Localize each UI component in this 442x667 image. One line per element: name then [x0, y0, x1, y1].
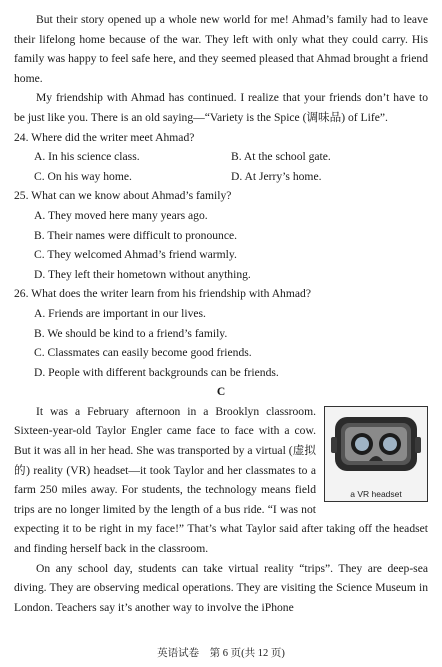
option: C. Classmates can easily become good friends. [34, 346, 252, 360]
passage-paragraph: But their story opened up a whole new world for me! Ahmad’s family had to leave their lifelong home because of the war. They left with only what they could carry. His family was happy to feel safe here, and they seemed pleased that Ahmad brought a friend home. [14, 13, 429, 85]
vr-headset-figure [324, 406, 428, 502]
option: A. They moved here many years ago. [34, 208, 208, 222]
question-26 [14, 284, 428, 382]
question-24 [14, 128, 428, 187]
option: C. On his way home. [34, 169, 132, 183]
option: A. In his science class. [34, 150, 140, 164]
option: D. At Jerry’s home. [231, 169, 322, 183]
option-row [14, 147, 428, 167]
figure-caption: a VR headset [350, 488, 402, 499]
question-stem: 26. What does the writer learn from his friendship with Ahmad? [14, 287, 311, 301]
option-row [14, 167, 428, 187]
option: B. We should be kind to a friend’s family. [34, 326, 228, 340]
question-stem: 24. Where did the writer meet Ahmad? [14, 130, 195, 144]
passage-paragraph: My friendship with Ahmad has continued. I realize that your friends don’t have to be just like you. There is an old saying—“Variety is the Spice (调味品) of Life”. [14, 91, 428, 124]
passage-c [14, 402, 428, 618]
question-stem: 25. What can we know about Ahmad’s family? [14, 189, 232, 203]
option: A. Friends are important in our lives. [34, 306, 206, 320]
option: B. At the school gate. [231, 150, 331, 164]
question-25 [14, 186, 428, 284]
page-footer: 英语试卷 第 6 页(共 12 页) [157, 648, 285, 659]
passage-paragraph: On any school day, students can take virtual reality “trips”. They are deep-sea diving. They are observing medical operations. They are visiting the Science Museum in London. Teachers say it’s another way to involve the iPhone [14, 561, 428, 614]
option: D. They left their hometown without anything. [34, 267, 251, 281]
option: C. They welcomed Ahmad’s friend warmly. [34, 248, 237, 262]
vr-headset-icon [331, 411, 421, 481]
option: B. Their names were difficult to pronounce. [34, 228, 238, 242]
passage-paragraph: It was a February afternoon in a Brooklyn classroom. Sixteen-year-old Taylor Engler came face to face with a cow. But it was all in her head. She was transported by a virtual (虚拟的) reality (VR) headset—it took Taylor and her classmates to a farm 250 miles away. For students, the technology means field trips are no longer limited by the length of a bus ride. “I was not expecting it to be right in my face!” That’s what Taylor said after taking off the headset and finding herself back in the classroom. [14, 404, 428, 556]
section-heading: C [216, 385, 226, 399]
option: D. People with different backgrounds can be friends. [34, 365, 279, 379]
